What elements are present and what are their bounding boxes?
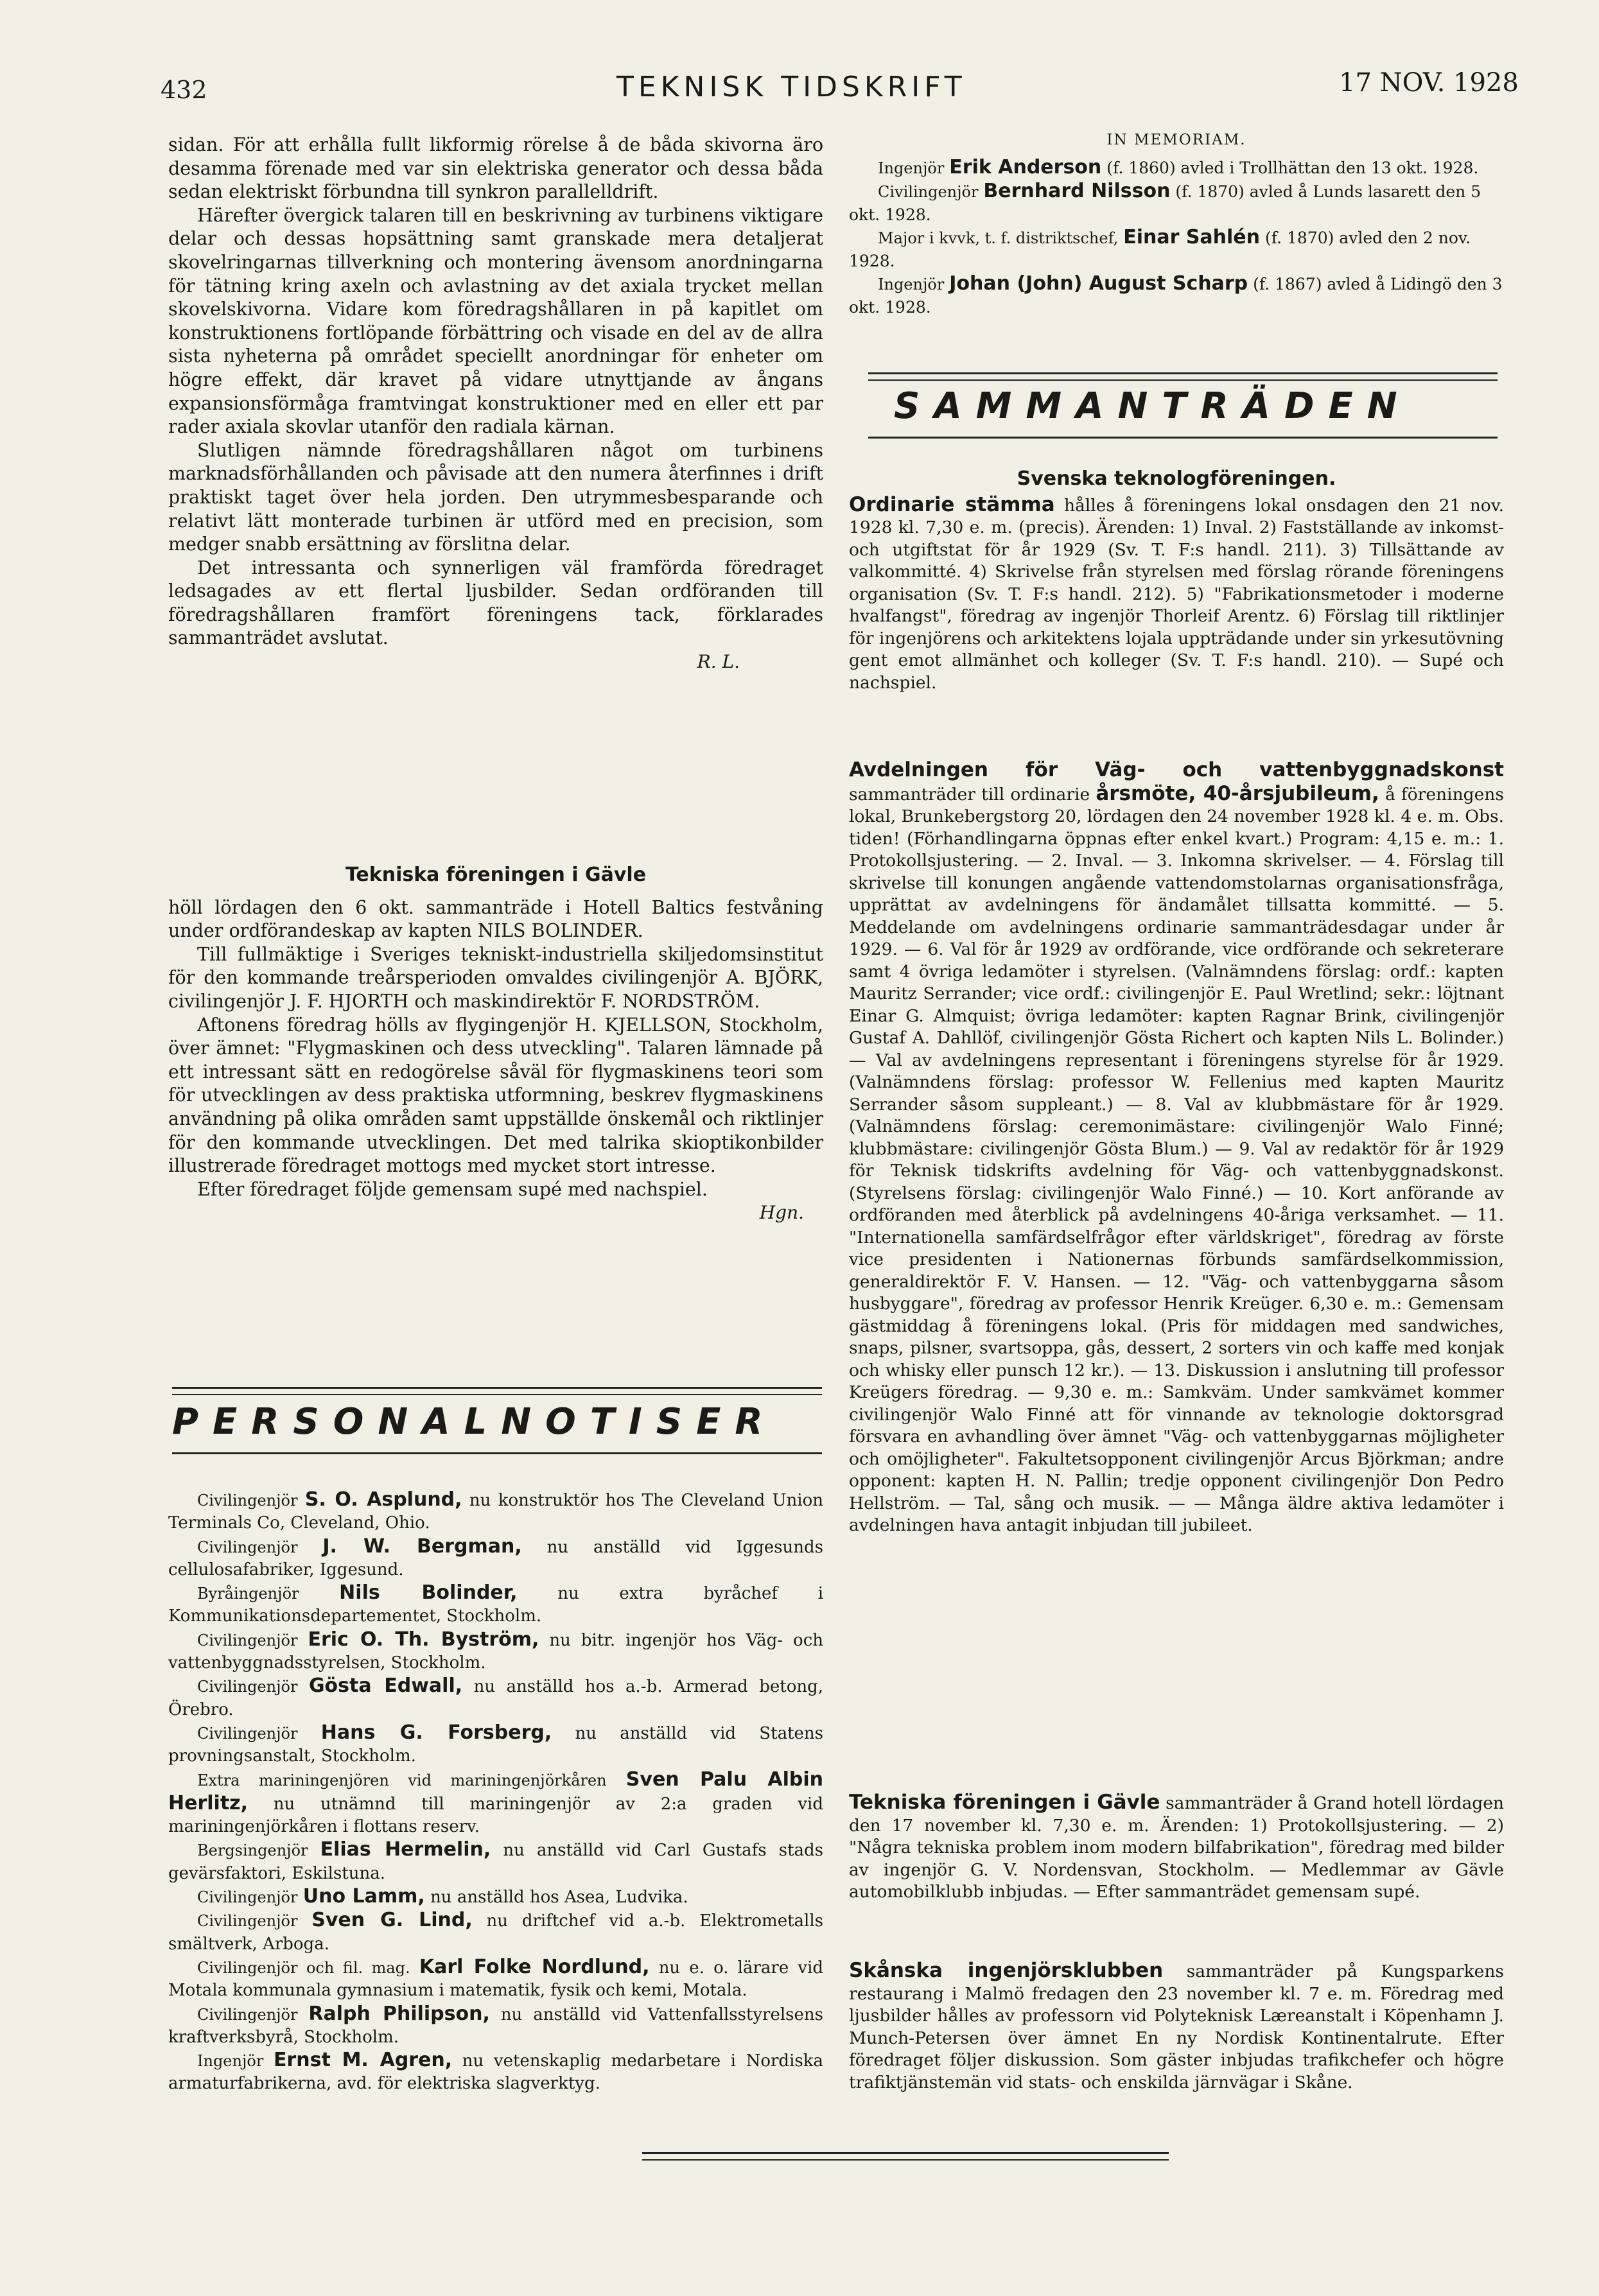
gavle-report — [168, 864, 823, 1225]
entry-text: nu anställd vid Statens provningsanstalt, Stockholm. — [168, 1723, 823, 1766]
entry-name: Karl Folke Nordlund, — [419, 1955, 650, 1978]
entry-name: Ernst M. Agren, — [273, 2049, 453, 2072]
personal-entry — [168, 1581, 823, 1628]
entry-text: (f. 1860) avled i Trollhättan den 13 okt. 1928. — [1106, 158, 1479, 177]
entry-text: nu anställd hos a.-b. Armerad betong, Örebro. — [168, 1677, 824, 1719]
memoriam-entry — [849, 226, 1504, 272]
entry-name: Gösta Edwall, — [308, 1674, 463, 1698]
entry-text: nu extra byråchef i Kommunikationsdepartementet, Stockholm. — [168, 1584, 824, 1626]
notice-lead: Avdelningen för Väg- och vattenbyggnadskonst — [849, 758, 1504, 781]
entry-title: Civilingenjör och fil. mag. — [197, 1958, 410, 1977]
personal-entry — [168, 1768, 823, 1839]
personal-entry — [168, 1956, 823, 2003]
entry-name: S. O. Asplund, — [304, 1488, 462, 1511]
entry-name: Uno Lamm, — [302, 1885, 425, 1908]
entry-name: Sven G. Lind, — [311, 1909, 473, 1932]
personal-entry — [168, 1909, 823, 1956]
personal-entry — [168, 1628, 823, 1675]
gavle-heading: Tekniska föreningen i Gävle — [345, 864, 647, 886]
personal-entry — [168, 1885, 823, 1909]
signature: Hgn. — [759, 1202, 804, 1224]
entry-name: Sven Palu Albin Herlitz, — [168, 1768, 823, 1814]
personal-heading: PERSONALNOTISER — [172, 1401, 777, 1443]
entry-title: Civilingenjör — [197, 1912, 298, 1931]
entry-name: Nils Bolinder, — [339, 1581, 518, 1605]
entry-title: Civilingenjör — [197, 1724, 298, 1743]
personal-entry — [168, 1674, 823, 1721]
entry-title: Bergsingenjör — [197, 1841, 308, 1860]
personal-list — [168, 1488, 823, 2096]
paragraph: sidan. För att erhålla fullt likformig rörelse å de båda skivorna äro desamma förenade med var sin elektriska generator och dessa båda sedan elektriskt förbundna till synkron parallelldrift. — [168, 134, 823, 203]
entry-text: nu utnämnd till mariningenjör av 2:a graden vid mariningenjörkåren i flottans reserv. — [168, 1794, 823, 1837]
entry-text: nu e. o. lärare vid Motala kommunala gymnasium i matematik, fysik och kemi, Motala. — [168, 1958, 824, 2001]
memoriam-section — [849, 128, 1504, 318]
entry-title: Byråingenjör — [197, 1585, 299, 1603]
entry-title: Civilingenjör — [197, 1492, 298, 1509]
entry-title: Civilingenjör — [197, 1631, 298, 1649]
entry-title: Major i kvvk, t. f. distriktschef, — [878, 229, 1119, 247]
personal-entry — [168, 1721, 823, 1768]
skanska-notice — [849, 1960, 1504, 2094]
notice-text: sammanträder till ordinarie — [849, 784, 1090, 804]
gavle-notice — [849, 1791, 1504, 1904]
personal-entry — [168, 2049, 823, 2096]
personal-entry — [168, 1535, 823, 1582]
personal-entry — [168, 1488, 823, 1535]
meetings-heading: SAMMANTRÄDEN — [894, 385, 1411, 427]
entry-text: nu bitr. ingenjör hos Väg- och vattenbyggnadsstyrelsen, Stockholm. — [168, 1630, 824, 1673]
svenska-heading: Svenska teknologföreningen. — [1017, 467, 1336, 490]
entry-title: Civilingenjör — [197, 1678, 298, 1696]
paragraph: Efter föredraget följde gemensam supé med nachspiel. — [197, 1178, 708, 1200]
page-end-rule — [642, 2152, 1169, 2161]
notice-lead: årsmöte, 40-årsjubileum, — [1096, 781, 1379, 805]
memoriam-entry — [849, 156, 1504, 180]
entry-title: Ingenjör — [878, 275, 945, 293]
entry-name: Einar Sahlén — [1123, 225, 1261, 248]
notice-text: sammanträder å Grand hotell lördagen den 17 november kl. 7,30 e. m. Ärenden: 1) Protokollsjustering. — 2) "Några tekniska problem inom modern bilfabrikation", föredrag med bilder av ingenjör G. V. Nordensvan, Stockholm. — Medlemmar av Gävle automobilklubb inbjudas. — Efter sammanträdet gemensam supé. — [849, 1793, 1504, 1902]
entry-text: (f. 1867) avled å Lidingö den 3 okt. 1928. — [849, 274, 1503, 317]
entry-title: Civilingenjör — [197, 2005, 298, 2024]
memoriam-heading: IN MEMORIAM. — [1106, 132, 1246, 148]
article-continuation — [168, 134, 823, 674]
entry-title: Civilingenjör — [878, 182, 979, 201]
issue-date: 17 NOV. 1928 — [1339, 68, 1519, 98]
section-rule — [868, 372, 1498, 381]
avd-notice — [849, 759, 1504, 1537]
notice-text: hålles å föreningens lokal onsdagen den 21 nov. 1928 kl. 7,30 e. m. (precis). Ärenden: 1) Inval. 2) Fastställande av inkomst- och utgiftstat för år 1929 (Sv. T. F:s handl. 211). 3) Tillsättande av valkommitté. 4) Skrivelse från styrelsen med förslag rörande föreningens organisation (Sv. T. F:s handl. 212). 5) "Fabrikationsmetoder i moderne hvalfangst", föredrag av ingenjör Thorleif Arentz. 6) Förslag till riktlinjer för ingenjörens och arkitektens lojala uppträdande under sin yrkesutövning gent emot allmänhet och kolleger (Sv. T. F:s handl. 210). — Supé och nachspiel. — [849, 495, 1505, 693]
entry-text: nu driftchef vid a.-b. Elektrometalls smältverk, Arboga. — [168, 1911, 824, 1954]
entry-name: Johan (John) August Scharp — [949, 272, 1248, 295]
entry-name: J. W. Bergman, — [322, 1535, 522, 1558]
entry-text: nu vetenskaplig medarbetare i Nordiska armaturfabrikerna, avd. för elektriska slagverktyg. — [168, 2051, 823, 2094]
section-rule — [868, 437, 1498, 439]
journal-title: TEKNISK TIDSKRIFT — [616, 71, 966, 103]
entry-name: Erik Anderson — [949, 155, 1102, 178]
memoriam-entry — [849, 272, 1504, 318]
page-number: 432 — [161, 76, 207, 104]
entry-text: (f. 1870) avled den 2 nov. 1928. — [849, 228, 1471, 270]
entry-name: Ralph Philipson, — [308, 2002, 490, 2025]
paragraph: Till fullmäktige i Sveriges tekniskt-industriella skiljedomsinstitut för den kommande treårsperioden omvaldes civilingenjör A. BJÖRK, civilingenjör J. F. HJORTH och maskindirektör F. NORDSTRÖM. — [168, 943, 823, 1012]
paragraph: Slutligen nämnde föredragshållaren något om turbinens marknadsförhållanden och påvisade att den numera återfinnes i drift praktiskt taget över hela jorden. Den utrymmesbesparande och relativt lätt monterade turbinen är utförd med en precision, som medger snabb ersättning av förslitna delar. — [168, 439, 823, 555]
paragraph: höll lördagen den 6 okt. sammanträde i Hotell Baltics festvåning under ordförandeskap av kapten NILS BOLINDER. — [168, 896, 823, 942]
memoriam-entry — [849, 180, 1504, 226]
entry-title: Civilingenjör — [197, 1538, 298, 1556]
section-rule — [172, 1387, 822, 1395]
entry-name: Hans G. Forsberg, — [320, 1721, 552, 1744]
notice-lead: Ordinarie stämma — [849, 492, 1055, 516]
entry-text: nu anställd vid Vattenfallsstyrelsens kraftverksbyrå, Stockholm. — [168, 2005, 824, 2047]
entry-title: Ingenjör — [878, 159, 945, 177]
paragraph: Härefter övergick talaren till en beskrivning av turbinens viktigare delar och dessas hopsättning samt granskade mera detaljerat skovelringarnas tillverkning och montering ävensom anordningarna för tätning kring axeln och avlastning av det axiala trycket mellan skovelskivorna. Vidare kom föredragshållaren in på kapitlet om konstruktionens fortlöpande förbättring och visade en del av de allra sista nyheterna på området speciellt anordningar för enheter om högre effekt, där kravet på vidare utnyttjande av ångans expansionsförmåga framtvingat konstruktioner med en eller ett par rader axiala skovlar utanför den radiala kärnan. — [168, 204, 823, 438]
signature: R. L. — [697, 651, 740, 673]
entry-text: nu anställd vid Iggesunds cellulosafabriker, Iggesund. — [168, 1537, 824, 1579]
entry-text: nu anställd hos Asea, Ludvika. — [430, 1888, 688, 1908]
entry-text: nu anställd vid Carl Gustafs stads gevärsfaktori, Eskilstuna. — [168, 1841, 824, 1883]
entry-text: nu konstruktör hos The Cleveland Union Terminals Co, Cleveland, Ohio. — [168, 1491, 824, 1533]
entry-name: Elias Hermelin, — [320, 1838, 491, 1861]
section-rule — [172, 1452, 822, 1454]
paragraph: Det intressanta och synnerligen väl framförda föredraget ledsagades av ett flertal ljusbilder. Sedan ordföranden till föredragshållaren framfört föreningens tack, förklarades sammanträdet avslutat. — [168, 557, 823, 649]
entry-title: Extra mariningenjören vid mariningenjörkåren — [197, 1771, 607, 1789]
notice-text: å föreningens lokal, Brunkebergstorg 20, lördagen den 24 november 1928 kl. 4 e. m. Obs. tiden! (Förhandlingarna öppnas efter enkel kvart.) Program: 4,15 e. m.: 1. Protokollsjustering. — 2. Inval. — 3. Inkomna skrivelser. — 4. Förslag till skrivelse till konungen angående vattendomstolarnas organisationsfråga, upprättat av avdelningens för ändamålet tillsatta kommitté. — 5. Meddelande om avdelningens ordinarie sammanträdesdagar under år 1929. — 6. Val för år 1929 av ordförande, vice ordförande och sekreterare samt 4 övriga ledamöter i styrelsen. (Valnämndens förslag: ordf.: kapten Mauritz Serrander; vice ordf.: civilingenjör E. Paul Wretlind; sekr.: löjtnant Einar G. Almquist; övriga ledamöter: kapten Ragnar Brink, civilingenjör Gustaf A. Dahllöf, civilingenjör Gösta Richert och kapten Nils L. Bolinder.) — Val av avdelningens representant i föreningens styrelse för år 1929. (Valnämndens förslag: professor W. Fellenius med kapten Mauritz Serrander såsom suppleant.) — 8. Val av klubbmästare för år 1929. (Valnämndens förslag: ceremonimästare: civilingenjör Walo Finné; klubbmästare: civilingenjör Gösta Blum.) — 9. Val av redaktör för år 1929 för Teknisk tidskrifts avdelning för Väg- och vattenbyggnadskonst. (Styrelsens förslag: civilingenjör Walo Finné.) — 10. Kort anförande av ordföranden med återblick på avdelningens 40-åriga verksamhet. — 11. "Internationella samfärdselfrågor efter världskriget", föredrag av förste vice presidenten i Nationernas förbunds samfärdselkommission, generaldirektör F. V. Hansen. — 12. "Väg- och vattenbyggarna såsom husbyggare", föredrag av professor Henrik Kreüger. 6,30 e. m.: Gemensam gästmiddag å föreningens lokal. (Pris för middagen med sandwiches, snaps, pilsner, svartsoppa, gås, dessert, 2 sorters vin och kaffe med konjak och whisky eller punsch 12 kr.). — 13. Diskussion i anslutning till professor Kreügers föredrag. — 9,30 e. m.: Samkväm. Under samkvämet kommer civilingenjör Walo Finné att för vinnande av teknologie doktorsgrad försvara en avhandling över ämnet "Väg- och vattenbyggarnas möjligheter och omöjligheter". Fakultetsopponent civilingenjör Arcus Björkman; andre opponent: kapten H. N. Pallin; tredje opponent civilingenjör Don Pedro Hellström. — Tal, sång och musik. — — Många äldre aktiva ledamöter i avdelningen hava antagit inbjudan till jubileet. — [849, 784, 1504, 1535]
paragraph: Aftonens föredrag hölls av flygingenjör H. KJELLSON, Stockholm, över ämnet: "Flygmaskinen och dess utveckling". Talaren lämnade på ett intressant sätt en redogörelse såväl för flygmaskinens teori som för utvecklingen av dess praktiska utformning, beskrev flygmaskinens användning på olika områden samt uppställde önskemål och riktlinjer för den kommande utvecklingen. Det med talrika skioptikonbilder illustrerade föredraget mottogs med mycket stort intresse. — [168, 1014, 823, 1177]
entry-name: Bernhard Nilsson — [983, 179, 1171, 202]
entry-title: Ingenjör — [197, 2052, 264, 2071]
entry-text: (f. 1870) avled å Lunds lasarett den 5 okt. 1928. — [849, 182, 1481, 224]
entry-title: Civilingenjör — [197, 1888, 298, 1907]
notice-text: sammanträder på Kungsparkens restaurang i Malmö fredagen den 23 november kl. 7 e. m. Föredrag med ljusbilder hålles av professorn vid Polyteknisk Læreanstalt i Köpenhamn J. Munch-Petersen över ämnet En ny Nordisk Kontinentalrute. Efter föredraget följer diskussion. Som gäster inbjudas trafikchefer och högre trafiktjänstemän vid stats- och enskilda järnvägar i Skåne. — [849, 1961, 1504, 2092]
entry-name: Eric O. Th. Byström, — [308, 1628, 539, 1651]
personal-entry — [168, 1838, 823, 1885]
notice-lead: Skånska ingenjörsklubben — [849, 1959, 1164, 1982]
svenska-notice — [849, 467, 1504, 694]
memoriam-list — [849, 156, 1504, 318]
notice-lead: Tekniska föreningen i Gävle — [849, 1791, 1160, 1814]
personal-entry — [168, 2003, 823, 2049]
